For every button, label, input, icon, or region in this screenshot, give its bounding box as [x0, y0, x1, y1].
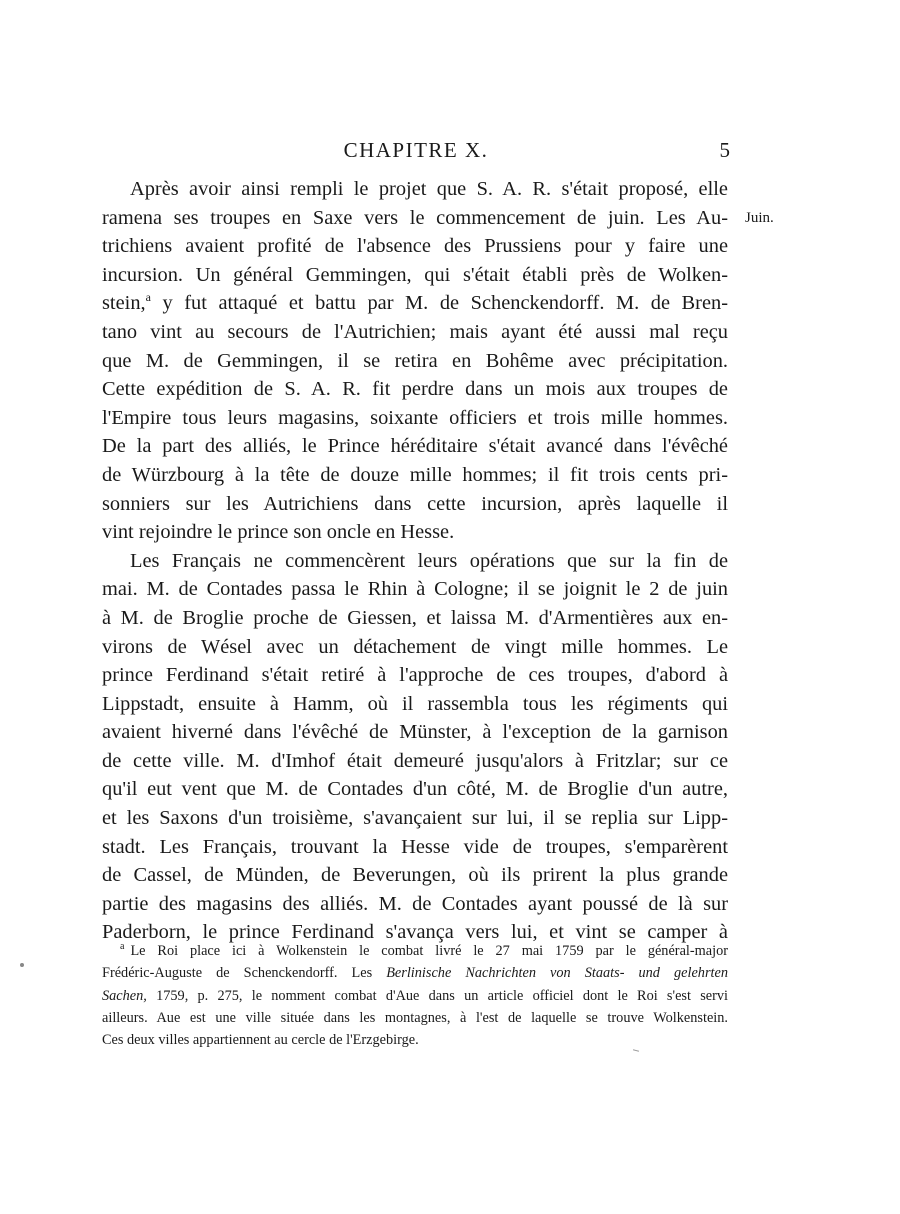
- text-line-with-footnote-ref: [102, 289, 728, 318]
- footnote-line: [102, 962, 728, 984]
- footnote-line: [102, 940, 728, 962]
- text-line: vint rejoindre le prince son oncle en Hesse.: [102, 521, 455, 544]
- text-line: Après avoir ainsi rempli le projet que S. A. R. s'était proposé, elle: [130, 178, 728, 200]
- body-text: [102, 175, 728, 947]
- footnote-line: [102, 985, 728, 1007]
- footnote-line: ailleurs. Aue est une ville située dans les montagnes, à l'est de laquelle se trouve Wolkenstein.: [102, 1009, 728, 1026]
- text-line: sonniers sur les Autrichiens dans cette incursion, après laquelle il: [102, 492, 728, 515]
- text-line: à M. de Broglie proche de Giessen, et laissa M. d'Armentières aux en-: [102, 606, 728, 629]
- text-line: de Würzbourg à la tête de douze mille hommes; il fit trois cents pri-: [102, 463, 728, 486]
- chapter-title: CHAPITRE X.: [343, 138, 489, 162]
- text-line: trichiens avaient profité de l'absence des Prussiens pour y faire une: [102, 235, 728, 258]
- text-line: De la part des alliés, le Prince héréditaire s'était avancé dans l'évêché: [102, 435, 728, 458]
- text-line: ramena ses troupes en Saxe vers le commencement de juin. Les Au-: [102, 206, 728, 229]
- page-number: 5: [719, 138, 730, 162]
- text-line: mai. M. de Contades passa le Rhin à Cologne; il se joignit le 2 de juin: [102, 578, 728, 601]
- text-line: virons de Wésel avec un détachement de vingt mille hommes. Le: [102, 635, 728, 658]
- text-line: prince Ferdinand s'était retiré à l'approche de ces troupes, d'abord à: [102, 664, 728, 687]
- running-head: [102, 138, 730, 166]
- footnote-marker: a: [120, 941, 125, 953]
- text-line: et les Saxons d'un troisième, s'avançaient sur lui, il se replia sur Lipp-: [102, 807, 728, 830]
- scan-speck: [20, 963, 24, 967]
- text-line: incursion. Un général Gemmingen, qui s'était établi près de Wolken-: [102, 263, 728, 286]
- text-line: tano vint au secours de l'Autrichien; mais ayant été aussi mal reçu: [102, 320, 728, 343]
- footnote-reference[interactable]: a: [145, 290, 151, 305]
- paragraph-1: [102, 175, 728, 547]
- text-fragment: Frédéric-Auguste de Schenckendorff. Les: [102, 965, 387, 982]
- text-line: que M. de Gemmingen, il se retira en Bohême avec précipitation.: [102, 349, 728, 372]
- text-line: qu'il eut vent que M. de Contades d'un côté, M. de Broglie d'un autre,: [102, 778, 728, 801]
- paragraph-2: [102, 547, 728, 947]
- text-line: de Cassel, de Münden, de Beverungen, où ils prirent la plus grande: [102, 864, 728, 887]
- text-fragment: Le Roi place ici à Wolkenstein le combat livré le 27 mai 1759 par le général-major: [130, 943, 728, 959]
- text-line: Les Français ne commencèrent leurs opérations que sur la fin de: [130, 549, 728, 572]
- margin-note: Juin.: [745, 210, 774, 226]
- text-line: Lippstadt, ensuite à Hamm, où il rassembla tous les régiments qui: [102, 692, 728, 715]
- text-line: stadt. Les Français, trouvant la Hesse vide de troupes, s'emparèrent: [102, 835, 728, 858]
- text-fragment: y fut attaqué et battu par M. de Schenckendorff. M. de Bren-: [162, 292, 728, 315]
- text-line: avaient hiverné dans l'évêché de Münster, à l'exception de la garnison: [102, 721, 728, 744]
- text-line: partie des magasins des alliés. M. de Contades ayant poussé de là sur: [102, 892, 728, 915]
- italic-title: Sachen,: [102, 987, 147, 1004]
- footnote-line: Ces deux villes appartiennent au cercle de l'Erzgebirge.: [102, 1032, 419, 1049]
- text-fragment: stein,: [102, 292, 146, 315]
- text-line: Cette expédition de S. A. R. fit perdre dans un mois aux troupes de: [102, 378, 728, 401]
- footnote: [102, 940, 728, 1051]
- text-line: de cette ville. M. d'Imhof était demeuré jusqu'alors à Fritzlar; sur ce: [102, 749, 728, 772]
- text-line: l'Empire tous leurs magasins, soixante officiers et trois mille hommes.: [102, 406, 728, 429]
- text-line: Paderborn, le prince Ferdinand s'avança vers lui, et vint se camper à: [102, 921, 728, 944]
- text-fragment: 1759, p. 275, le nomment combat d'Aue dans un article officiel dont le Roi s'est servi: [146, 987, 728, 1004]
- italic-title: Berlinische Nachrichten von Staats- und gelehrten: [386, 965, 728, 982]
